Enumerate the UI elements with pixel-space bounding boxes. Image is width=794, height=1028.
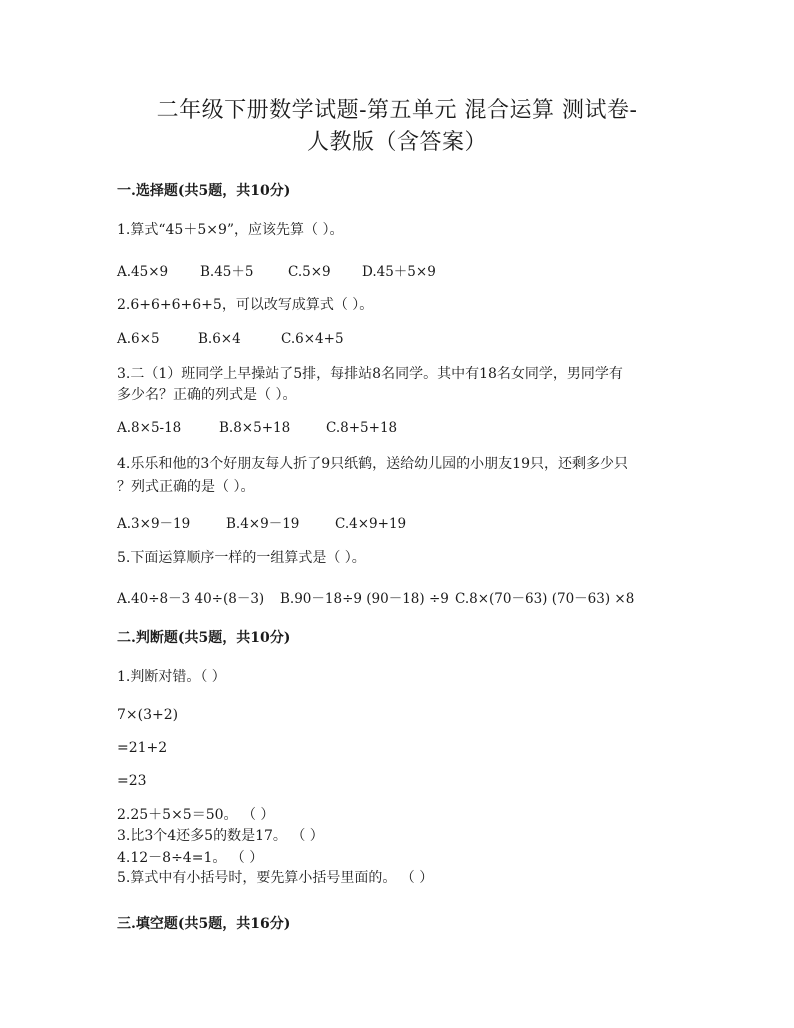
question-text: 5.下面运算顺序一样的一组算式是（ ）。 — [117, 550, 366, 566]
calc-step: =21+2 — [117, 740, 168, 756]
options-row — [117, 420, 397, 436]
option-a: A.8×5-18 — [117, 420, 182, 436]
option-b: B.8×5+18 — [219, 420, 291, 436]
question-text: 2.25＋5×5＝50。 （ ） — [117, 807, 275, 823]
option-a: A.3×9－19 — [117, 516, 191, 532]
question-text: 1.算式“45＋5×9”，应该先算（ ）。 — [117, 222, 344, 238]
question-text-line1: 4.乐乐和他的3个好朋友每人折了9只纸鹤，送给幼儿园的小朋友19只，还剩多少只 — [117, 456, 628, 472]
options-row — [117, 260, 436, 280]
question-text: 1.判断对错。（ ） — [117, 669, 226, 685]
options-row — [117, 331, 344, 347]
question-text: 3.比3个4还多5的数是17。 （ ） — [117, 828, 324, 844]
option-c: C.8+5+18 — [326, 420, 398, 436]
question-text: 2.6+6+6+6+5，可以改写成算式（ ）。 — [117, 297, 374, 313]
option-b: B.4×9－19 — [226, 516, 300, 532]
section-heading-choice: 一.选择题(共5题，共10分) — [117, 183, 291, 199]
option-c: C.4×9+19 — [335, 516, 407, 532]
option-c: C.6×4+5 — [281, 331, 344, 347]
option-a: A.45×9 — [117, 264, 169, 280]
question-text-line1: 3.二（1）班同学上早操站了5排，每排站8名同学。其中有18名女同学，男同学有 — [117, 366, 623, 382]
calc-step: 7×(3+2) — [117, 707, 179, 723]
option-b: B.45＋5 — [200, 264, 254, 280]
document-title-line2: 人教版（含答案） — [306, 130, 487, 155]
options-row — [117, 512, 406, 532]
option-b: B.90－18÷9 (90－18) ÷9 — [280, 591, 449, 607]
option-a: A.40÷8－3 40÷(8－3) — [117, 591, 265, 607]
option-c: C.8×(70－63) (70－63) ×8 — [455, 591, 635, 607]
section-heading-fill: 三.填空题(共5题，共16分) — [117, 916, 291, 932]
document-title-line1: 二年级下册数学试题-第五单元 混合运算 测试卷- — [156, 98, 638, 123]
question-text: 4.12－8÷4=1。 （ ） — [117, 850, 264, 866]
section-heading-judge: 二.判断题(共5题，共10分) — [117, 630, 291, 646]
question-text-line2: 多少名？正确的列式是（ ）。 — [117, 387, 297, 403]
option-a: A.6×5 — [117, 331, 160, 347]
question-text: 5.算式中有小括号时，要先算小括号里面的。 （ ） — [117, 870, 434, 886]
option-c: C.5×9 — [288, 264, 331, 280]
question-text-line2: ？列式正确的是（ ）。 — [117, 479, 255, 495]
options-row — [117, 587, 634, 607]
option-b: B.6×4 — [198, 331, 241, 347]
option-d: D.45＋5×9 — [362, 264, 436, 280]
calc-step: =23 — [117, 773, 147, 789]
